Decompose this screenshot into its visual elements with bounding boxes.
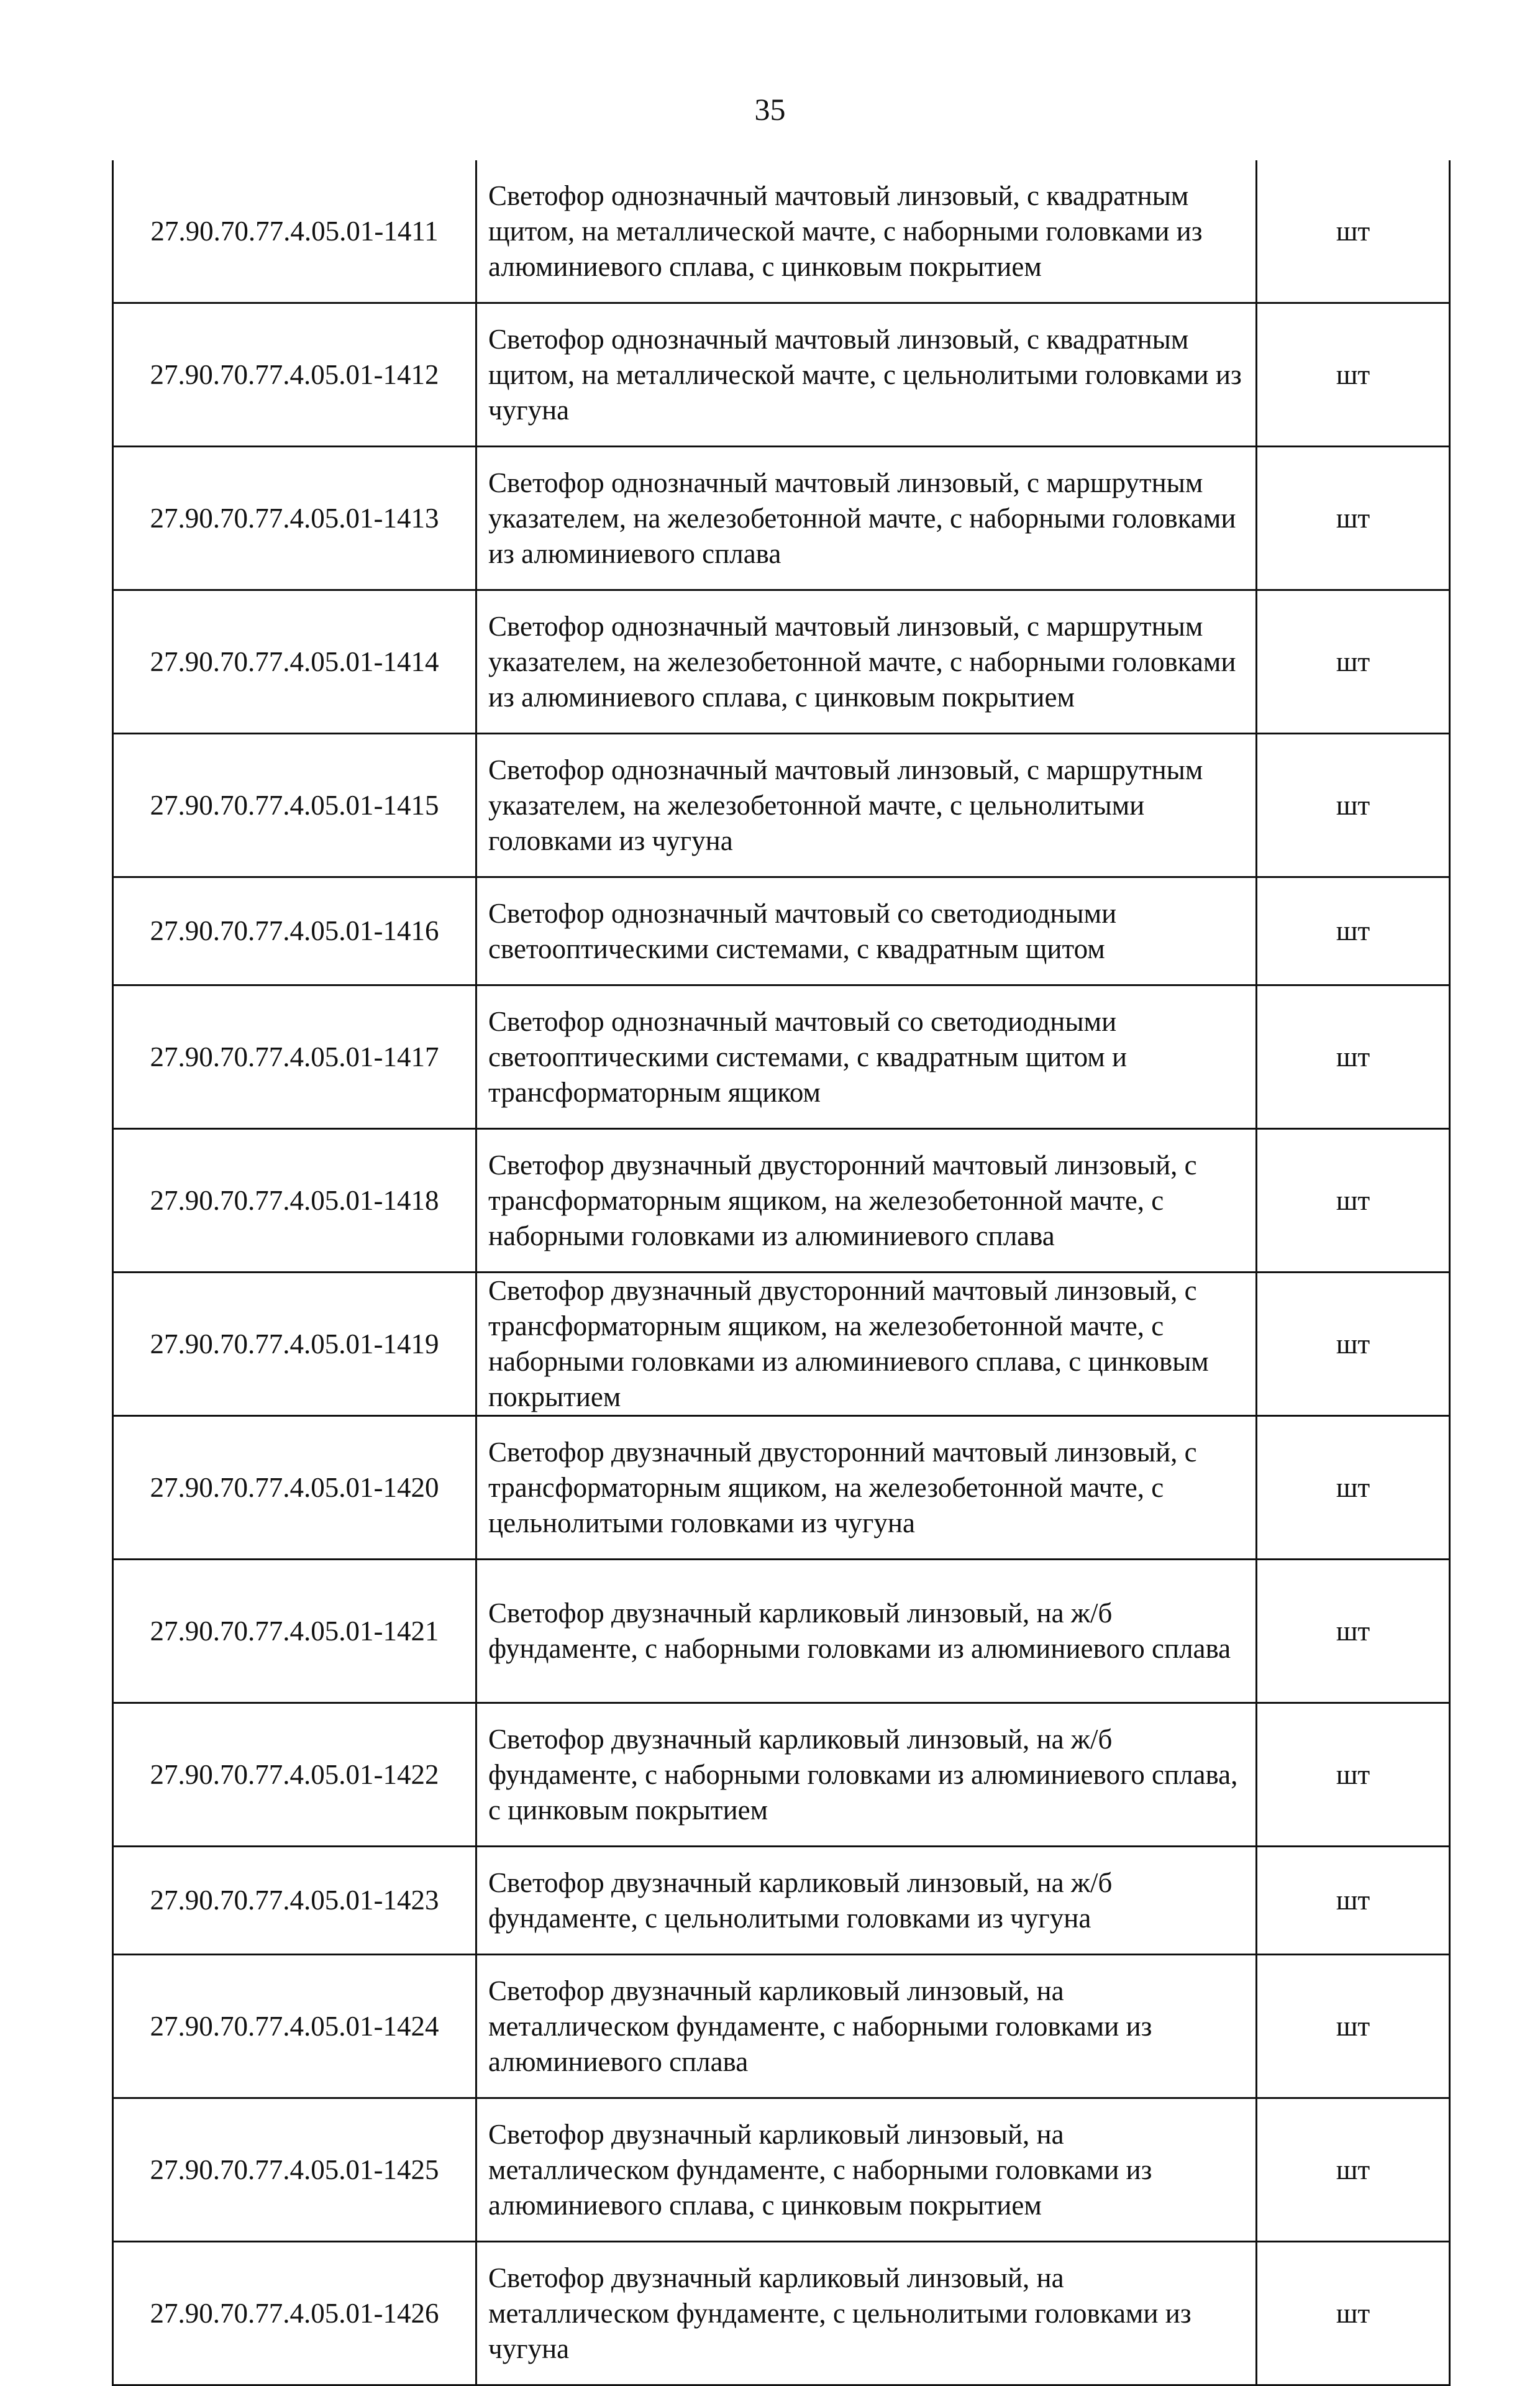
table-row [113, 734, 1450, 877]
unit-of-measure: шт [1257, 734, 1450, 877]
table-row [113, 1847, 1450, 1955]
unit-of-measure: шт [1257, 160, 1450, 303]
table-row [113, 2242, 1450, 2385]
unit-of-measure: шт [1257, 303, 1450, 447]
table-row [113, 2098, 1450, 2242]
resource-description: Светофор двузначный двусторонний мачтовый линзовый, с трансформаторным ящиком, на железобетонной мачте, с цельнолитыми головками из чугуна [476, 1416, 1257, 1560]
resource-code: 27.90.70.77.4.05.01-1413 [113, 447, 476, 590]
resource-code: 27.90.70.77.4.05.01-1412 [113, 303, 476, 447]
table-row [113, 1129, 1450, 1273]
resource-code: 27.90.70.77.4.05.01-1423 [113, 1847, 476, 1955]
resource-description: Светофор двузначный карликовый линзовый, на ж/б фундаменте, с наборными головками из алюминиевого сплава, с цинковым покрытием [476, 1703, 1257, 1847]
unit-of-measure: шт [1257, 590, 1450, 734]
table-row [113, 1703, 1450, 1847]
resource-description: Светофор двузначный карликовый линзовый, на металлическом фундаменте, с наборными головками из алюминиевого сплава, с цинковым покрытием [476, 2098, 1257, 2242]
resource-code: 27.90.70.77.4.05.01-1414 [113, 590, 476, 734]
unit-of-measure: шт [1257, 985, 1450, 1129]
resource-code: 27.90.70.77.4.05.01-1411 [113, 160, 476, 303]
resource-code: 27.90.70.77.4.05.01-1416 [113, 877, 476, 985]
table-row [113, 447, 1450, 590]
resource-description: Светофор однозначный мачтовый линзовый, с маршрутным указателем, на железобетонной мачте, с цельнолитыми головками из чугуна [476, 734, 1257, 877]
resource-code: 27.90.70.77.4.05.01-1421 [113, 1560, 476, 1703]
resource-description: Светофор однозначный мачтовый линзовый, с маршрутным указателем, на железобетонной мачте, с наборными головками из алюминиевого сплава, с цинковым покрытием [476, 590, 1257, 734]
unit-of-measure: шт [1257, 1273, 1450, 1416]
unit-of-measure: шт [1257, 1129, 1450, 1273]
resource-code: 27.90.70.77.4.05.01-1415 [113, 734, 476, 877]
resource-description: Светофор однозначный мачтовый со светодиодными светооптическими системами, с квадратным щитом [476, 877, 1257, 985]
resource-code: 27.90.70.77.4.05.01-1425 [113, 2098, 476, 2242]
unit-of-measure: шт [1257, 1847, 1450, 1955]
unit-of-measure: шт [1257, 1416, 1450, 1560]
page-number: 35 [754, 92, 786, 127]
resource-description: Светофор двузначный двусторонний мачтовый линзовый, с трансформаторным ящиком, на железобетонной мачте, с наборными головками из алюминиевого сплава [476, 1129, 1257, 1273]
resource-code: 27.90.70.77.4.05.01-1417 [113, 985, 476, 1129]
resource-code: 27.90.70.77.4.05.01-1426 [113, 2242, 476, 2385]
table-row [113, 1416, 1450, 1560]
resource-code: 27.90.70.77.4.05.01-1424 [113, 1955, 476, 2098]
table-row [113, 1273, 1450, 1416]
table-row [113, 160, 1450, 303]
unit-of-measure: шт [1257, 447, 1450, 590]
resource-description: Светофор двузначный карликовый линзовый, на металлическом фундаменте, с цельнолитыми головками из чугуна [476, 2242, 1257, 2385]
table-row [113, 1955, 1450, 2098]
resource-description: Светофор двузначный карликовый линзовый, на ж/б фундаменте, с цельнолитыми головками из чугуна [476, 1847, 1257, 1955]
table-row [113, 590, 1450, 734]
table-row [113, 877, 1450, 985]
resource-code: 27.90.70.77.4.05.01-1420 [113, 1416, 476, 1560]
table-row [113, 985, 1450, 1129]
unit-of-measure: шт [1257, 1560, 1450, 1703]
resource-code: 27.90.70.77.4.05.01-1422 [113, 1703, 476, 1847]
resource-description: Светофор однозначный мачтовый со светодиодными светооптическими системами, с квадратным щитом и трансформаторным ящиком [476, 985, 1257, 1129]
resource-code: 27.90.70.77.4.05.01-1419 [113, 1273, 476, 1416]
resource-description: Светофор двузначный карликовый линзовый, на металлическом фундаменте, с наборными головками из алюминиевого сплава [476, 1955, 1257, 2098]
resource-description: Светофор двузначный двусторонний мачтовый линзовый, с трансформаторным ящиком, на железобетонной мачте, с наборными головками из алюминиевого сплава, с цинковым покрытием [476, 1273, 1257, 1416]
table-row [113, 303, 1450, 447]
table-row [113, 1560, 1450, 1703]
resource-description: Светофор однозначный мачтовый линзовый, с квадратным щитом, на металлической мачте, с наборными головками из алюминиевого сплава, с цинковым покрытием [476, 160, 1257, 303]
unit-of-measure: шт [1257, 2242, 1450, 2385]
resource-description: Светофор однозначный мачтовый линзовый, с квадратным щитом, на металлической мачте, с цельнолитыми головками из чугуна [476, 303, 1257, 447]
resource-description: Светофор двузначный карликовый линзовый, на ж/б фундаменте, с наборными головками из алюминиевого сплава [476, 1560, 1257, 1703]
resource-code: 27.90.70.77.4.05.01-1418 [113, 1129, 476, 1273]
unit-of-measure: шт [1257, 1703, 1450, 1847]
resource-table [112, 160, 1451, 2386]
resource-description: Светофор однозначный мачтовый линзовый, с маршрутным указателем, на железобетонной мачте, с наборными головками из алюминиевого сплава [476, 447, 1257, 590]
unit-of-measure: шт [1257, 2098, 1450, 2242]
unit-of-measure: шт [1257, 877, 1450, 985]
unit-of-measure: шт [1257, 1955, 1450, 2098]
